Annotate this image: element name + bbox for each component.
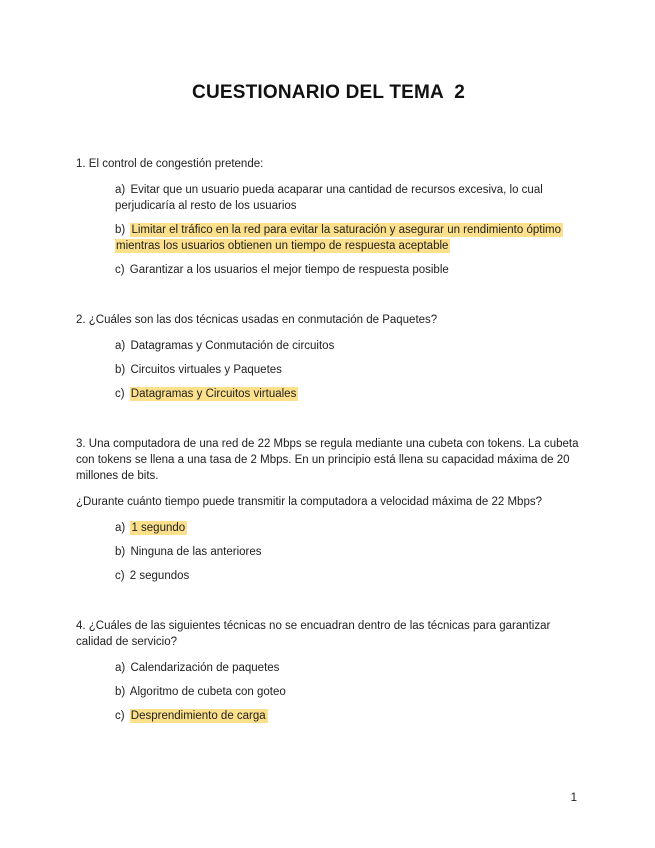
option-text: Algoritmo de cubeta con goteo [129,686,286,698]
option-c [115,386,581,402]
question-1 [76,156,581,278]
question-text: 1. El control de congestión pretende: [76,158,264,170]
option-text: Datagramas y Conmutación de circuitos [130,340,335,352]
option-c [115,708,581,724]
question-text: 4. ¿Cuáles de las siguientes técnicas no se encuadran dentro de las técnicas para garantizar calidad de servicio? [76,620,551,648]
question-text: 3. Una computadora de una red de 22 Mbps se regula mediante una cubeta con tokens. La cubeta con tokens se llena a una tasa de 2 Mbps. En un principio está llena su capacidad máxima de 20 millones de bits. [76,438,579,482]
option-label: a) [115,184,126,196]
option-label: a) [115,662,126,674]
option-b [115,222,581,254]
option-text-highlighted: Desprendimiento de carga [130,710,266,722]
option-text: Calendarización de paquetes [130,662,280,674]
option-text-highlighted: 1 segundo [131,522,186,534]
option-text: Ninguna de las anteriores [130,546,262,558]
question-3 [76,436,581,584]
page-number: 1 [570,792,577,804]
option-text: 2 segundos [129,570,190,582]
option-label: b) [115,224,126,236]
option-label: c) [115,710,125,722]
option-text: Circuitos virtuales y Paquetes [130,364,282,376]
option-b [115,544,581,560]
question-text: 2. ¿Cuáles son las dos técnicas usadas en conmutación de Paquetes? [76,314,438,326]
option-a [115,520,581,536]
option-label: c) [115,388,125,400]
option-a [115,182,581,214]
option-label: b) [115,686,126,698]
question-subtext: ¿Durante cuánto tiempo puede transmitir la computadora a velocidad máxima de 22 Mbps? [76,496,542,508]
option-label: a) [115,522,126,534]
question-2 [76,312,581,402]
page-title: CUESTIONARIO DEL TEMA 2 [192,82,465,103]
option-c [115,568,581,584]
option-text: Evitar que un usuario pueda acaparar una cantidad de recursos excesiva, lo cual perjudicaría al resto de los usuarios [115,184,543,212]
option-label: b) [115,546,126,558]
option-label: a) [115,340,126,352]
option-a [115,338,581,354]
option-text: Garantizar a los usuarios el mejor tiempo de respuesta posible [129,264,449,276]
option-label: b) [115,364,126,376]
option-b [115,684,581,700]
option-text-highlighted: Datagramas y Circuitos virtuales [130,388,297,400]
option-b [115,362,581,378]
option-label: c) [115,570,125,582]
option-text-highlighted: Limitar el tráfico en la red para evitar la saturación y asegurar un rendimiento óptimo mientras los usuarios obtienen un tiempo de respuesta aceptable [116,224,561,252]
question-4 [76,618,581,724]
option-a [115,660,581,676]
option-label: c) [115,264,125,276]
option-c [115,262,581,278]
